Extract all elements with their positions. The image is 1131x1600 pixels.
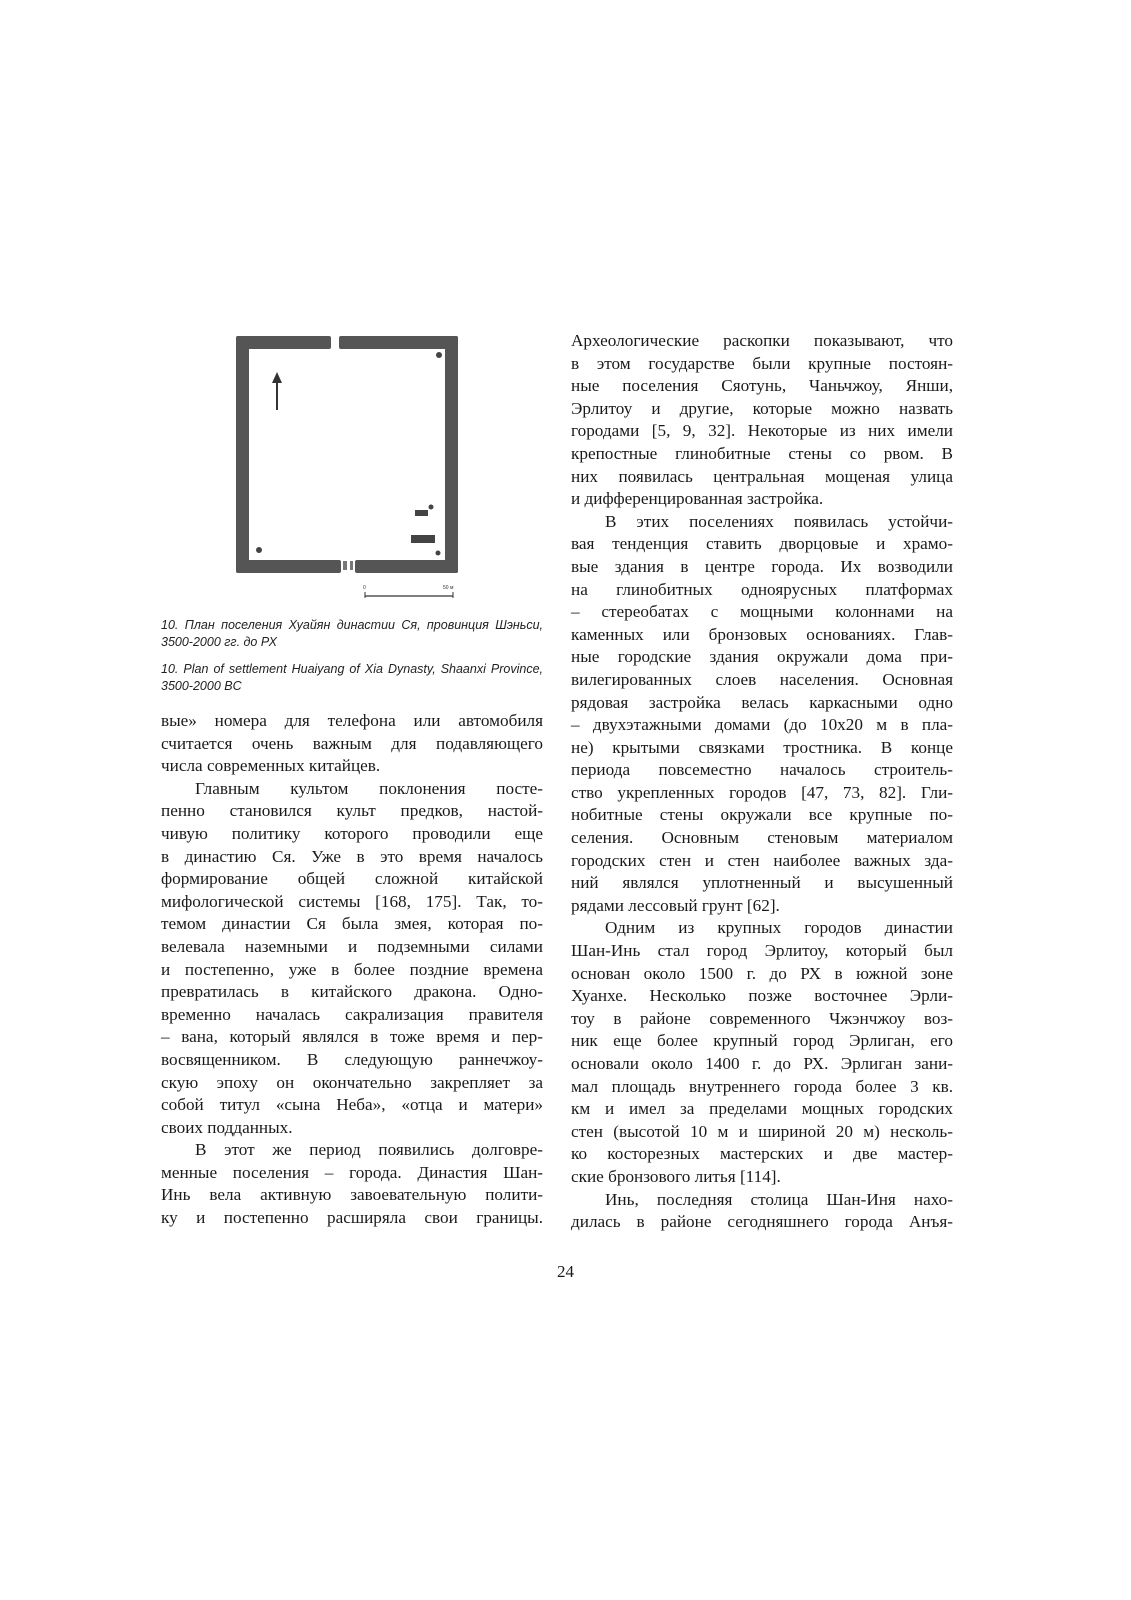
text-line: в династию Ся. Уже в это время началось [161,846,543,866]
text-line: основали около 1400 г. до РХ. Эрлиган зани- [571,1054,953,1073]
text-line: превратилась в китайского дракона. Одно- [161,982,543,1002]
text-line: городами [5, 9, 32]. Некоторые из них имели [571,421,953,441]
text-line: формирование общей сложной китайской [161,869,543,889]
text-line: считается очень важным для подавляющего [161,733,543,753]
left-column-text [161,710,543,1230]
text-line: чивую политику которого проводили еще [161,823,543,843]
text-line: числа современных китайцев. [161,756,381,776]
text-line: на глинобитных одноярусных платформах [571,579,953,599]
text-line: Главным культом поклонения посте- [195,778,543,798]
building-footprint [415,510,428,516]
page-number: 24 [557,1262,574,1281]
text-line: ские бронзового литья [114]. [571,1166,781,1186]
site-point [436,551,441,556]
site-point [429,505,434,510]
text-line: – стереобатах с мощными колоннами на [571,602,953,622]
text-line: ные городские здания окружали дома при- [571,647,953,667]
text-line: ку и постепенно расширяла свои границы. [161,1208,543,1228]
text-line: тоу в районе современного Чжэнчжоу воз- [571,1008,953,1028]
scale-start-label: 0 [363,585,366,591]
text-line: ник еще более крупный город Эрлиган, его [571,1031,953,1051]
settlement-plan-diagram [233,330,473,610]
text-line: не) крытыми связками тростника. В конце [571,737,953,757]
text-line: дилась в районе сегодняшнего города Анъя- [571,1212,953,1232]
text-line: мифологической системы [168, 175]. Так, то- [161,891,543,911]
text-line: – двухэтажными домами (до 10х20 м в пла- [571,715,953,735]
text-line: восвященником. В следующую раннечжоу- [161,1049,543,1069]
text-line: ные поселения Сяотунь, Чаньчжоу, Янши, [571,376,953,396]
text-line: собой титул «сына Неба», «отца и матери» [161,1095,543,1115]
building-footprint [411,535,435,543]
text-line: Инь вела активную завоевательную полити- [161,1185,543,1205]
text-line: вилегированных слоев населения. Основная [571,669,953,689]
text-line: основан около 1500 г. до РХ в южной зоне [571,963,953,983]
text-line: и дифференцированная застройка. [571,489,824,509]
text-line: менные поселения – города. Династия Шан- [161,1162,543,1182]
text-line: каменных или бронзовых основаниях. Глав- [571,624,953,644]
north-arrow-icon [272,372,282,410]
scale-bar [363,585,454,598]
text-line: В этот же период появились долговре- [195,1140,543,1160]
text-line: и постепенно, уже в более поздние времена [161,959,543,979]
text-line: мал площадь внутреннего города более 3 кв. [571,1076,953,1096]
figure-caption-ru: 10. План поселения Хуайян династии Ся, провинция Шэньси, 3500-2000 гг. до РХ [161,618,543,649]
text-line: Одним из крупных городов династии [605,918,953,938]
text-line: Археологические раскопки показывают, что [571,331,953,350]
text-line: в этом государстве были крупные постоян- [571,353,953,373]
text-line: В этих поселениях появилась устойчи- [605,511,953,531]
site-point [256,547,262,553]
text-line: велевала наземными и подземными силами [161,936,543,956]
text-line: своих подданных. [161,1117,293,1137]
text-line: ство укрепленных городов [47, 73, 82]. Гли- [571,782,953,802]
figure-caption-en: 10. Plan of settlement Huaiyang of Xia Dynasty, Shaanxi Province, 3500-2000 BC [161,662,543,693]
text-line: Хуанхе. Несколько позже восточнее Эрли- [571,986,953,1006]
text-line: скую эпоху он окончательно закрепляет за [161,1072,543,1092]
text-line: темом династии Ся была змея, которая по- [161,914,543,934]
text-line: вые здания в центре города. Их возводили [571,556,953,576]
site-point [436,352,442,358]
text-line: рядовая застройка велась каркасными одно [571,692,953,712]
text-line: нобитные стены окружали все крупные по- [571,805,953,825]
text-line: селения. Основным стеновым материалом [571,828,953,848]
text-line: них появилась центральная мощеная улица [571,466,953,486]
text-line: рядами лессовый грунт [62]. [571,895,780,915]
text-line: Шан-Инь стал город Эрлитоу, который был [571,941,953,961]
scale-end-label: 50 м [443,585,454,591]
text-line: пенно становился культ предков, настой- [161,801,543,821]
text-line: вые» номера для телефона или автомобиля [161,711,543,730]
text-line: городских стен и стен наиболее важных зда- [571,850,953,870]
text-line: периода повсеместно началось строитель- [571,760,953,780]
text-line: – вана, который являлся в тоже время и пер- [161,1027,543,1047]
text-line: ний являлся уплотненный и высушенный [571,873,953,893]
text-line: км и имел за пределами мощных городских [571,1099,953,1119]
text-line: крепостные глинобитные стены со рвом. В [571,443,953,463]
text-line: Эрлитоу и другие, которые можно назвать [571,398,953,418]
text-line: временно началась сакрализация правителя [161,1004,543,1024]
right-column-text [571,330,953,1234]
text-line: вая тенденция ставить дворцовые и храмо- [571,534,953,554]
text-line: ко косторезных мастерских и две мастер- [571,1144,953,1164]
text-line: Инь, последняя столица Шан-Иня нахо- [605,1189,953,1209]
text-line: стен (высотой 10 м и шириной 20 м) несколь- [571,1121,953,1141]
